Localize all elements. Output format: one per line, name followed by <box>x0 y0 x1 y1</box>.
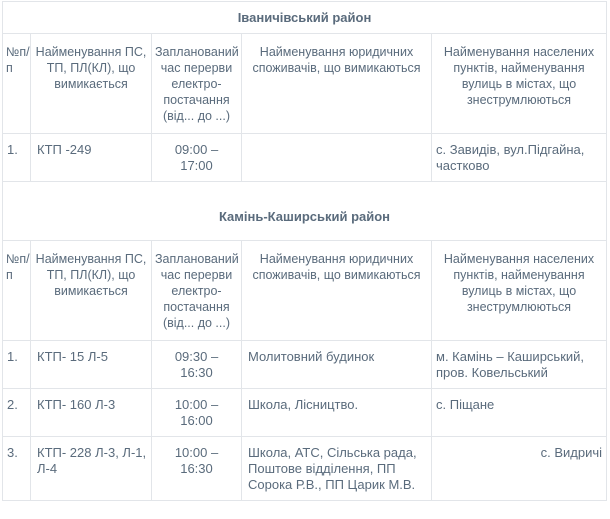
column-header-5: Найменування населених пунктів, найменування вулиць в містах, що знеструмлюються <box>432 241 607 341</box>
row-number: 3. <box>3 437 31 501</box>
legal-consumers: Школа, Лісництво. <box>242 389 432 437</box>
column-header-2: Найменування ПС, ТП, ПЛ(КЛ), що вимикається <box>31 241 152 341</box>
legal-consumers: Молитовний будинок <box>242 341 432 389</box>
localities: с. Завидів, вул.Підгайна, частково <box>432 134 607 182</box>
outage-row <box>3 437 607 501</box>
localities: с. Видричі <box>432 437 607 501</box>
outage-row <box>3 389 607 437</box>
legal-consumers <box>242 134 432 182</box>
district-title-row <box>3 2 607 34</box>
outage-row <box>3 134 607 182</box>
district-title-row <box>3 182 607 241</box>
row-number: 2. <box>3 389 31 437</box>
column-header-3: Запланований час перерви електро-постачання (від... до ...) <box>152 34 242 134</box>
facility-name: КТП- 228 Л-3, Л-1, Л-4 <box>31 437 152 501</box>
column-header-4: Найменування юридичних споживачів, що вимикаються <box>242 34 432 134</box>
column-header-1: №п/п <box>3 241 31 341</box>
column-header-row <box>3 241 607 341</box>
outage-time: 09:00 – 17:00 <box>152 134 242 182</box>
row-number: 1. <box>3 341 31 389</box>
column-header-2: Найменування ПС, ТП, ПЛ(КЛ), що вимикається <box>31 34 152 134</box>
outage-row <box>3 341 607 389</box>
column-header-row <box>3 34 607 134</box>
outage-time: 10:00 – 16:00 <box>152 389 242 437</box>
localities: с. Піщане <box>432 389 607 437</box>
localities: м. Камінь – Каширський, пров. Ковельський <box>432 341 607 389</box>
column-header-3: Запланований час перерви електро-постачання (від... до ...) <box>152 241 242 341</box>
facility-name: КТП -249 <box>31 134 152 182</box>
column-header-5: Найменування населених пунктів, найменування вулиць в містах, що знеструмлюються <box>432 34 607 134</box>
legal-consumers: Школа, АТС, Сільська рада, Поштове відділення, ПП Сорока Р.В., ПП Царик М.В. <box>242 437 432 501</box>
column-header-4: Найменування юридичних споживачів, що вимикаються <box>242 241 432 341</box>
district-table-kamin-kashyrskyi <box>2 181 607 501</box>
district-table-ivanychi <box>2 1 607 182</box>
outage-time: 09:30 – 16:30 <box>152 341 242 389</box>
facility-name: КТП- 15 Л-5 <box>31 341 152 389</box>
district-title: Іваничівський район <box>3 2 607 34</box>
row-number: 1. <box>3 134 31 182</box>
column-header-1: №п/п <box>3 34 31 134</box>
facility-name: КТП- 160 Л-3 <box>31 389 152 437</box>
outage-time: 10:00 – 16:30 <box>152 437 242 501</box>
district-title: Камінь-Каширський район <box>3 182 607 241</box>
